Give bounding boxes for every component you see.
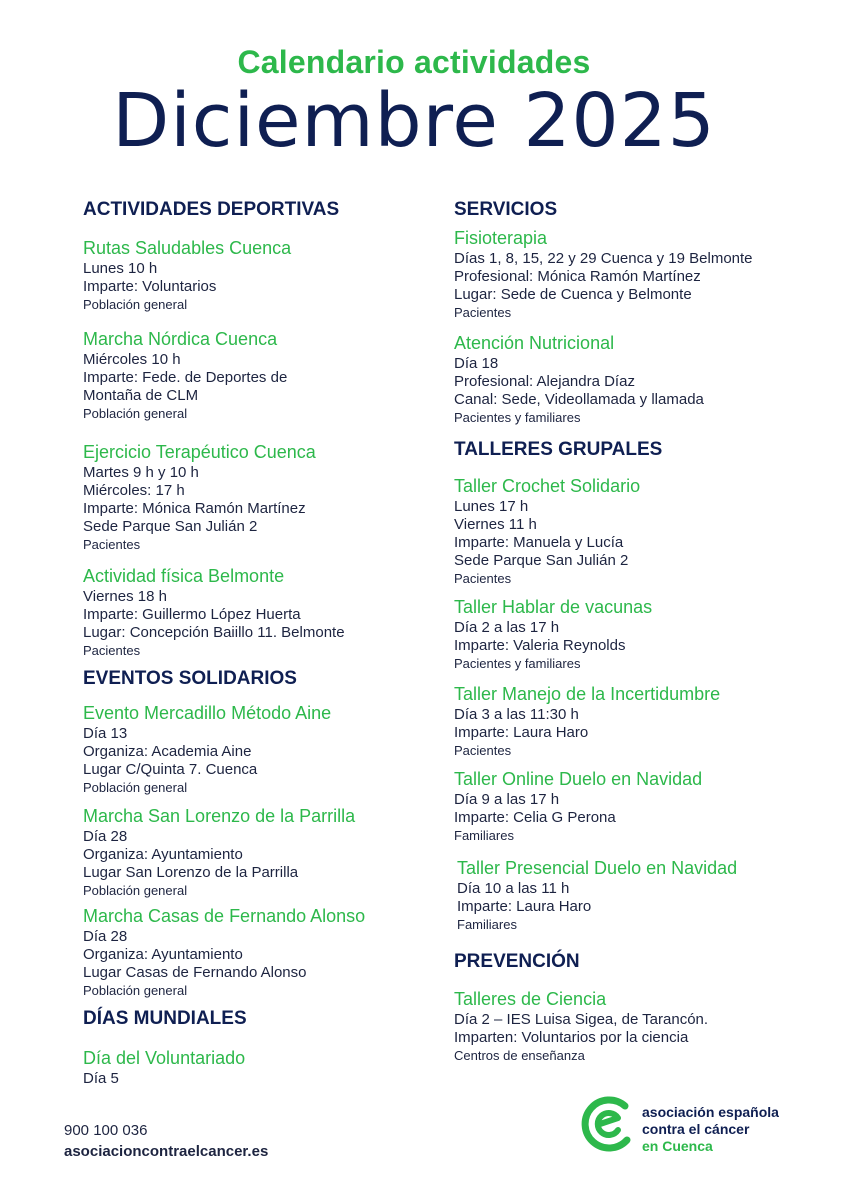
activity-detail: Miércoles: 17 h <box>83 482 185 499</box>
activity-block <box>83 905 443 999</box>
logo-line-1: asociación española <box>642 1104 779 1120</box>
activity-audience: Población general <box>83 297 188 312</box>
activity-detail: Imparte: Mónica Ramón Martínez <box>83 500 306 517</box>
activity-detail: Montaña de CLM <box>83 387 199 404</box>
activity-detail: Día 2 – IES Luisa Sigea, de Tarancón. <box>454 1011 709 1028</box>
page-title: Diciembre 2025 <box>112 78 716 164</box>
activity-block <box>83 702 443 796</box>
activity-title: Talleres de Ciencia <box>454 989 607 1009</box>
activity-detail: Imparte: Manuela y Lucía <box>454 534 624 551</box>
activity-audience: Pacientes <box>454 305 512 320</box>
activity-detail: Sede Parque San Julián 2 <box>83 518 258 535</box>
activity-block <box>83 441 443 553</box>
activity-detail: Día 10 a las 11 h <box>457 880 570 897</box>
section-heading-eventos: EVENTOS SOLIDARIOS <box>83 668 297 689</box>
activity-audience: Población general <box>83 780 188 795</box>
page-subtitle: Calendario actividades <box>237 44 591 80</box>
activity-detail: Profesional: Mónica Ramón Martínez <box>454 268 701 285</box>
activity-detail: Martes 9 h y 10 h <box>83 464 199 481</box>
activity-title: Taller Manejo de la Incertidumbre <box>454 684 721 704</box>
activity-detail: Canal: Sede, Videollamada y llamada <box>454 391 704 408</box>
activity-block <box>83 237 443 313</box>
activity-detail: Imparten: Voluntarios por la ciencia <box>454 1029 689 1046</box>
activity-block <box>454 596 814 672</box>
logo-line-3: en Cuenca <box>642 1138 713 1154</box>
activity-title: Evento Mercadillo Método Aine <box>83 703 332 723</box>
activity-title: Marcha Casas de Fernando Alonso <box>83 906 366 926</box>
activity-detail: Lugar: Concepción Baiillo 11. Belmonte <box>83 624 345 641</box>
activity-title: Marcha Nórdica Cuenca <box>83 329 278 349</box>
activity-detail: Imparte: Valeria Reynolds <box>454 637 626 654</box>
activity-detail: Viernes 18 h <box>83 588 167 605</box>
activity-block <box>457 857 817 933</box>
activity-block <box>454 475 814 587</box>
activity-title: Atención Nutricional <box>454 333 615 353</box>
activity-detail: Imparte: Fede. de Deportes de <box>83 369 288 386</box>
activity-detail: Lugar San Lorenzo de la Parrilla <box>83 864 299 881</box>
activity-title: Taller Hablar de vacunas <box>454 597 653 617</box>
activity-block <box>454 683 814 759</box>
activity-detail: Día 13 <box>83 725 128 742</box>
activity-audience: Familiares <box>454 828 514 843</box>
activity-block <box>454 988 814 1064</box>
footer-phone: 900 100 036 <box>64 1122 148 1139</box>
aecc-logo-icon <box>580 1094 636 1154</box>
activity-block <box>454 227 814 321</box>
footer-website[interactable]: asociacioncontraelcancer.es <box>64 1143 269 1160</box>
activity-audience: Familiares <box>457 917 517 932</box>
activity-title: Ejercicio Terapéutico Cuenca <box>83 442 316 462</box>
activity-block <box>83 565 443 659</box>
activity-detail: Miércoles 10 h <box>83 351 181 368</box>
activity-block <box>83 1047 443 1088</box>
logo-line-2: contra el cáncer <box>642 1121 750 1137</box>
activity-title: Marcha San Lorenzo de la Parrilla <box>83 806 356 826</box>
activity-detail: Días 1, 8, 15, 22 y 29 Cuenca y 19 Belmonte <box>454 250 753 267</box>
activity-detail: Día 5 <box>83 1070 119 1087</box>
activity-detail: Lugar C/Quinta 7. Cuenca <box>83 761 258 778</box>
activity-audience: Pacientes y familiares <box>454 656 581 671</box>
aecc-logo-text <box>642 1104 779 1155</box>
section-heading-dias-mundiales: DÍAS MUNDIALES <box>83 1008 247 1029</box>
activity-detail: Sede Parque San Julián 2 <box>454 552 629 569</box>
activity-detail: Día 2 a las 17 h <box>454 619 560 636</box>
activity-audience: Centros de enseñanza <box>454 1048 585 1063</box>
activity-block <box>83 328 443 422</box>
section-heading-servicios: SERVICIOS <box>454 199 558 220</box>
section-heading-talleres: TALLERES GRUPALES <box>454 439 663 460</box>
activity-title: Taller Crochet Solidario <box>454 476 641 496</box>
activity-detail: Día 3 a las 11:30 h <box>454 706 579 723</box>
activity-title: Rutas Saludables Cuenca <box>83 238 292 258</box>
activity-detail: Lunes 10 h <box>83 260 158 277</box>
activity-title: Taller Online Duelo en Navidad <box>454 769 703 789</box>
activity-title: Taller Presencial Duelo en Navidad <box>457 858 738 878</box>
activity-detail: Organiza: Academia Aine <box>83 743 252 760</box>
activity-detail: Día 9 a las 17 h <box>454 791 560 808</box>
activity-block <box>83 805 443 899</box>
activity-detail: Imparte: Laura Haro <box>457 898 592 915</box>
activity-title: Fisioterapia <box>454 228 548 248</box>
activity-detail: Día 28 <box>83 928 128 945</box>
activity-detail: Imparte: Voluntarios <box>83 278 217 295</box>
section-heading-prevencion: PREVENCIÓN <box>454 951 580 972</box>
activity-detail: Día 28 <box>83 828 128 845</box>
activity-detail: Imparte: Celia G Perona <box>454 809 616 826</box>
activity-audience: Población general <box>83 406 188 421</box>
activity-detail: Organiza: Ayuntamiento <box>83 946 243 963</box>
activity-detail: Lugar: Sede de Cuenca y Belmonte <box>454 286 692 303</box>
activity-detail: Lunes 17 h <box>454 498 529 515</box>
activity-audience: Pacientes <box>454 571 512 586</box>
activity-audience: Pacientes <box>454 743 512 758</box>
activity-audience: Pacientes <box>83 643 141 658</box>
activity-block <box>454 332 814 426</box>
activity-audience: Pacientes y familiares <box>454 410 581 425</box>
activity-detail: Imparte: Guillermo López Huerta <box>83 606 301 623</box>
activity-detail: Viernes 11 h <box>454 516 537 533</box>
activity-detail: Organiza: Ayuntamiento <box>83 846 243 863</box>
activity-audience: Población general <box>83 883 188 898</box>
activity-audience: Población general <box>83 983 188 998</box>
activity-detail: Profesional: Alejandra Díaz <box>454 373 635 390</box>
activity-detail: Día 18 <box>454 355 499 372</box>
activity-title: Actividad física Belmonte <box>83 566 285 586</box>
activity-detail: Imparte: Laura Haro <box>454 724 589 741</box>
activity-title: Día del Voluntariado <box>83 1048 246 1068</box>
activity-detail: Lugar Casas de Fernando Alonso <box>83 964 307 981</box>
activity-block <box>454 768 814 844</box>
activity-audience: Pacientes <box>83 537 141 552</box>
section-heading-deportivas: ACTIVIDADES DEPORTIVAS <box>83 199 340 220</box>
